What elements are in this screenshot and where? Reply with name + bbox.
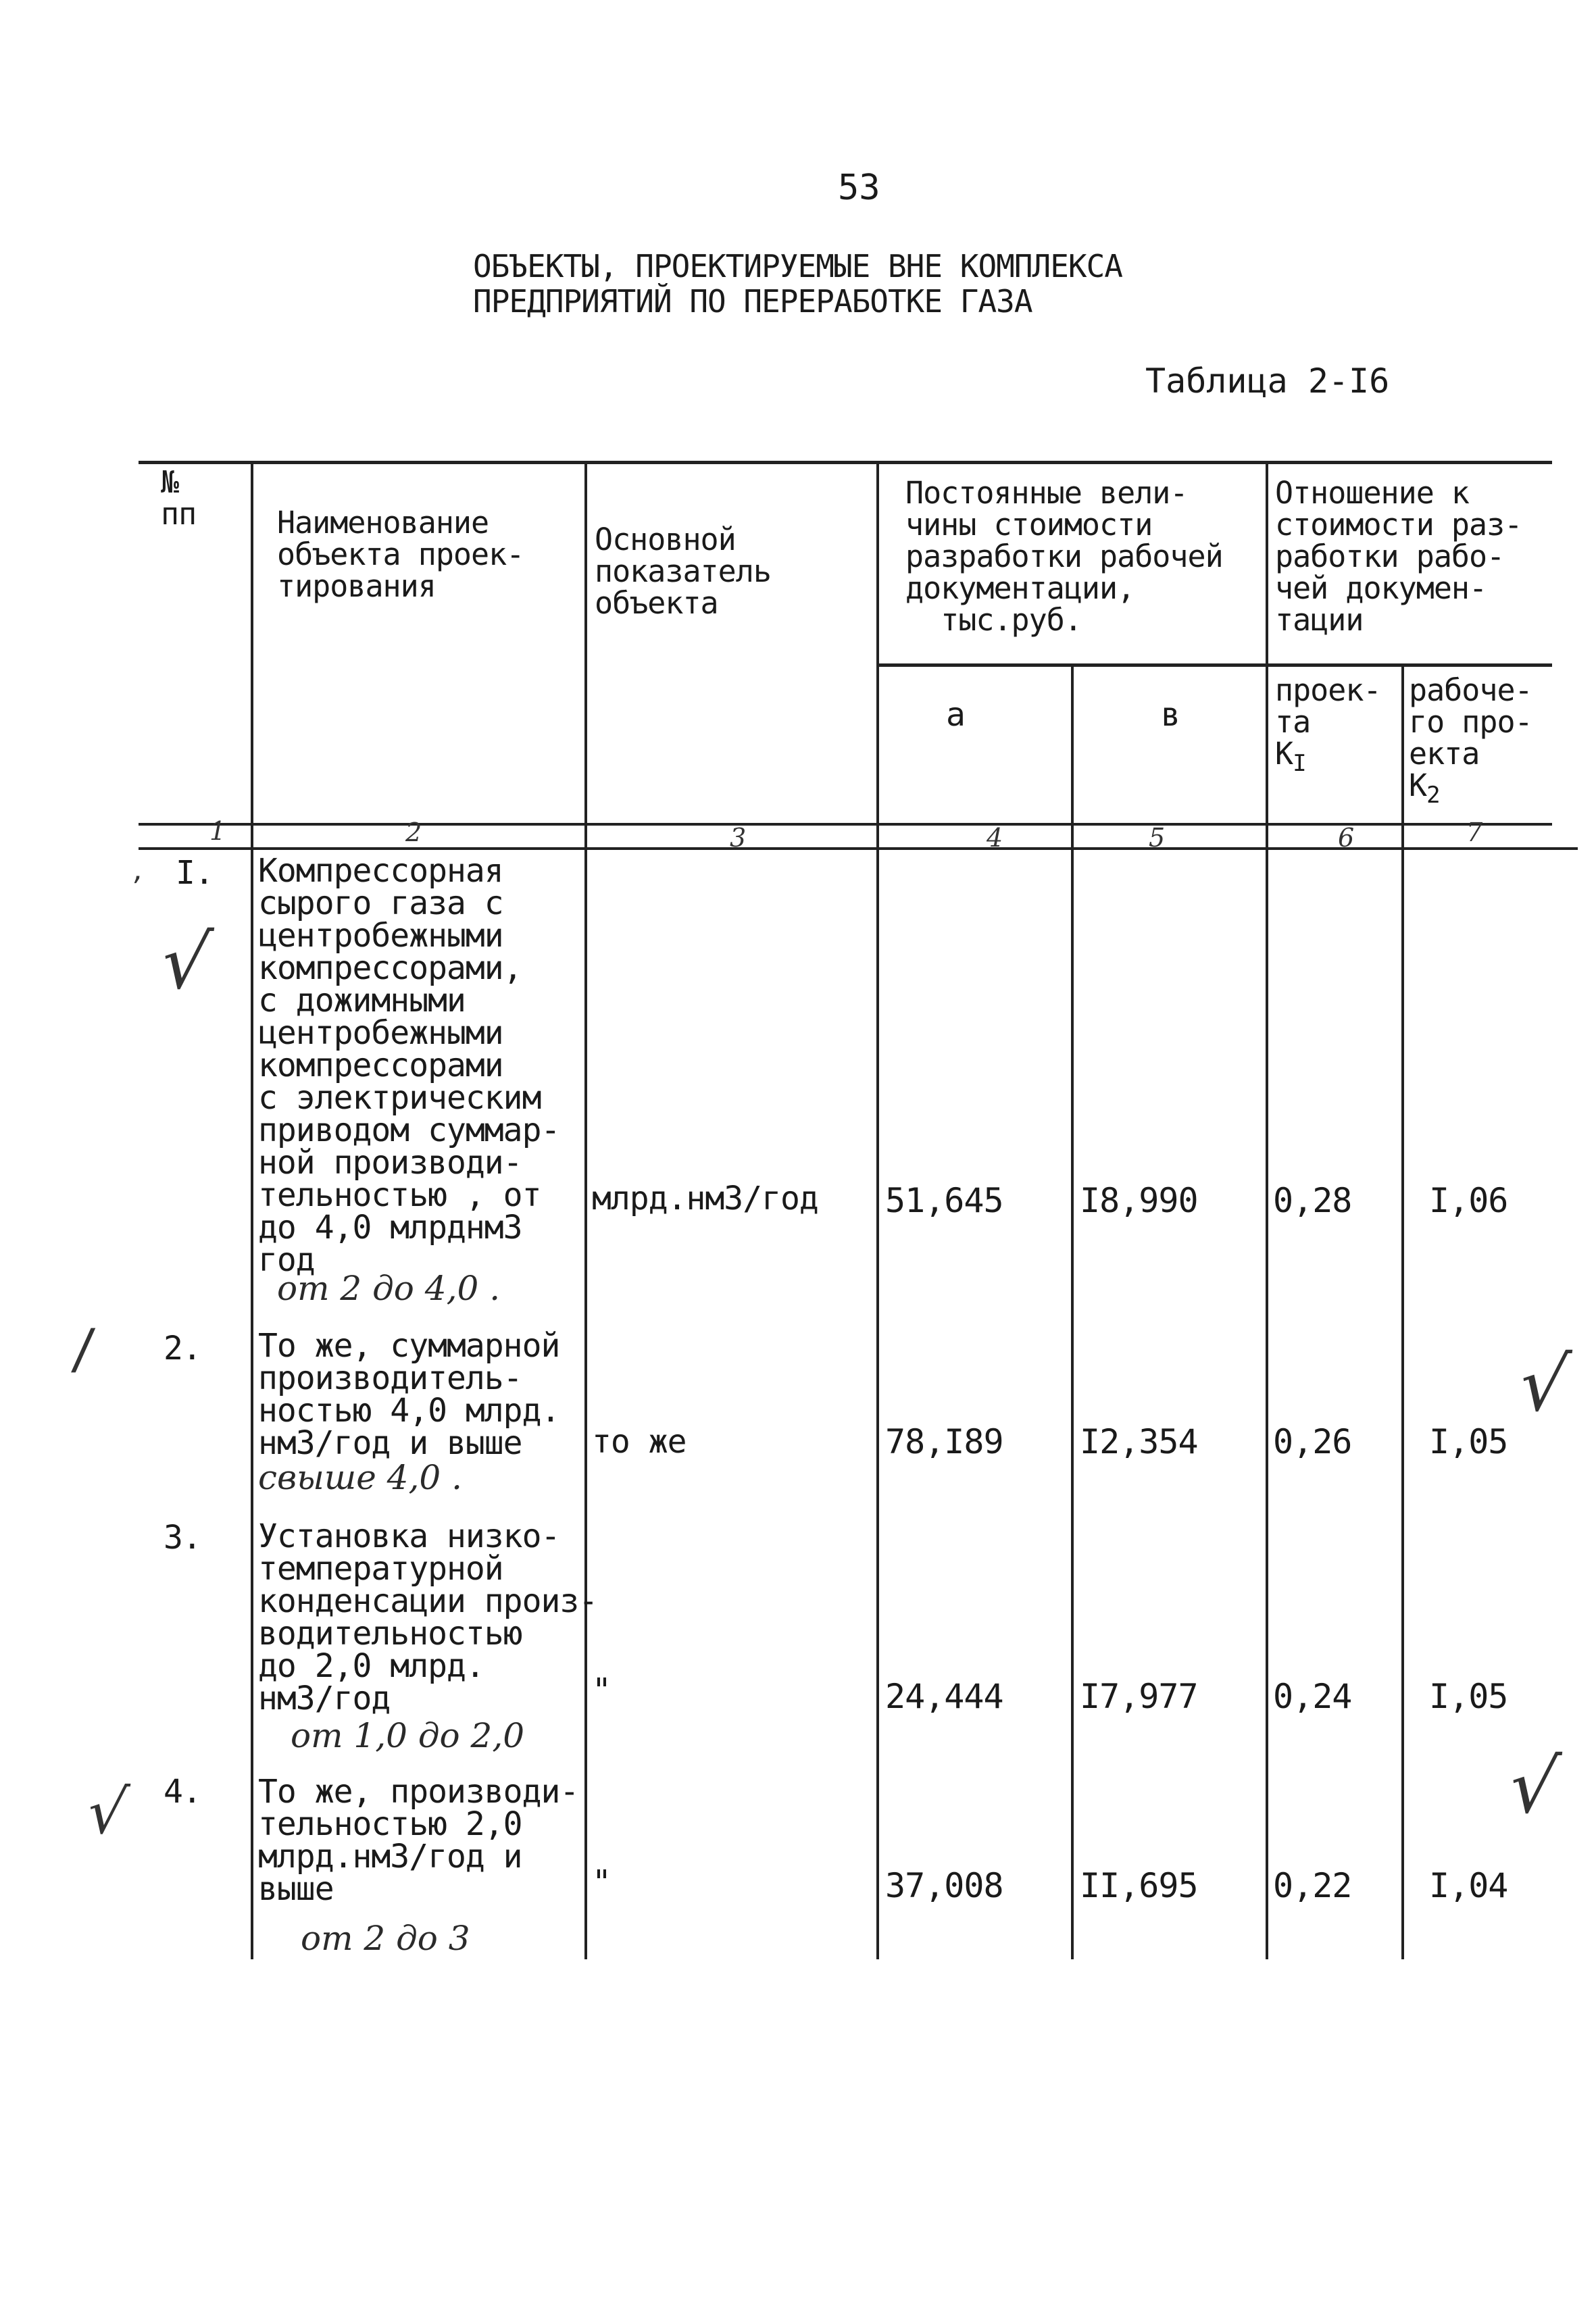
row-value-k2: I,05	[1429, 1677, 1508, 1716]
check-mark: √	[1504, 1743, 1564, 1830]
header-indicator: Основной показатель объекта	[595, 522, 771, 621]
column-number-7: 7	[1466, 818, 1483, 847]
document-title: ОБЪЕКТЫ, ПРОЕКТИРУЕМЫЕ ВНЕ КОМПЛЕКСА ПРЕДПРИЯТИЙ ПО ПЕРЕРАБОТКЕ ГАЗА	[473, 248, 1122, 320]
row-name: Компрессорная сырого газа с центробежными компрессорами, с дожимными центробежными компрессорами с электрическим приводом суммар- ной производи- тельностью , от до 4,0 млрднм3 год	[258, 852, 560, 1279]
check-mark: √	[1514, 1341, 1574, 1428]
header-col-a: а	[946, 696, 965, 734]
header-k2: рабоче- го про- екта $К_2$	[1409, 672, 1532, 809]
header-name: Наименование объекта проек- тирования	[277, 505, 524, 604]
row-value-b: II,695	[1080, 1866, 1198, 1905]
row-value-k1: 0,28	[1273, 1181, 1352, 1220]
row-value-k2: I,04	[1429, 1866, 1508, 1905]
handwritten-note: от 2 до 4,0 .	[277, 1269, 501, 1308]
table-label: Таблица 2-I6	[1145, 361, 1390, 401]
row-value-k2: I,06	[1429, 1181, 1508, 1220]
row-name: То же, производи- тельностью 2,0 млрд.нм3/год и выше	[258, 1773, 579, 1908]
column-number-3: 3	[730, 823, 747, 853]
row-number: I.	[176, 854, 214, 892]
row-number: 3.	[164, 1519, 201, 1557]
header-k1: проек- та $К_I$	[1275, 672, 1381, 777]
row-number: 2.	[164, 1330, 201, 1367]
row-value-k1: 0,26	[1273, 1422, 1352, 1461]
row-value-b: I7,977	[1080, 1677, 1198, 1716]
column-number-1: 1	[209, 816, 226, 846]
row-number: 4.	[164, 1773, 201, 1811]
header-costs: Постоянные вели- чины стоимости разработки рабочей документации, тыс.руб.	[905, 475, 1223, 638]
header-ratio: Отношение к стоимости раз- работки рабо- чей докумен- тации	[1275, 475, 1522, 638]
row-indicator: то же	[592, 1423, 687, 1461]
row-value-k1: 0,22	[1273, 1866, 1352, 1905]
handwritten-note: свыше 4,0 .	[258, 1458, 462, 1497]
row-value-b: I8,990	[1080, 1181, 1198, 1220]
row-value-a: 37,008	[885, 1866, 1003, 1905]
column-number-5: 5	[1149, 823, 1166, 853]
column-number-4: 4	[987, 823, 1003, 853]
row-indicator: млрд.нм3/год	[592, 1180, 818, 1217]
check-mark: √	[156, 919, 216, 1005]
stroke-mark: ,	[131, 853, 146, 887]
column-number-6: 6	[1338, 823, 1355, 853]
row-value-a: 51,645	[885, 1181, 1003, 1220]
check-mark: √	[82, 1777, 132, 1848]
row-name: То же, суммарной производитель- ностью 4,0 млрд. нм3/год и выше	[258, 1327, 560, 1462]
column-number-2: 2	[405, 818, 422, 847]
row-value-a: 24,444	[885, 1677, 1003, 1716]
row-value-b: I2,354	[1080, 1422, 1198, 1461]
handwritten-note: от 2 до 3	[301, 1919, 470, 1958]
row-indicator: "	[592, 1671, 611, 1709]
handwritten-note: от 1,0 до 2,0	[291, 1716, 525, 1755]
row-value-k1: 0,24	[1273, 1677, 1352, 1716]
header-col-b: в	[1161, 696, 1180, 734]
tick-mark: /	[70, 1317, 97, 1380]
row-value-a: 78,I89	[885, 1422, 1003, 1461]
page-number: 53	[838, 168, 880, 208]
row-indicator: "	[592, 1863, 611, 1901]
row-value-k2: I,05	[1429, 1422, 1508, 1461]
row-name: Установка низко- температурной конденсации произ- водительностью до 2,0 млрд. нм3/год	[258, 1517, 598, 1717]
header-num: № пп	[161, 464, 197, 532]
